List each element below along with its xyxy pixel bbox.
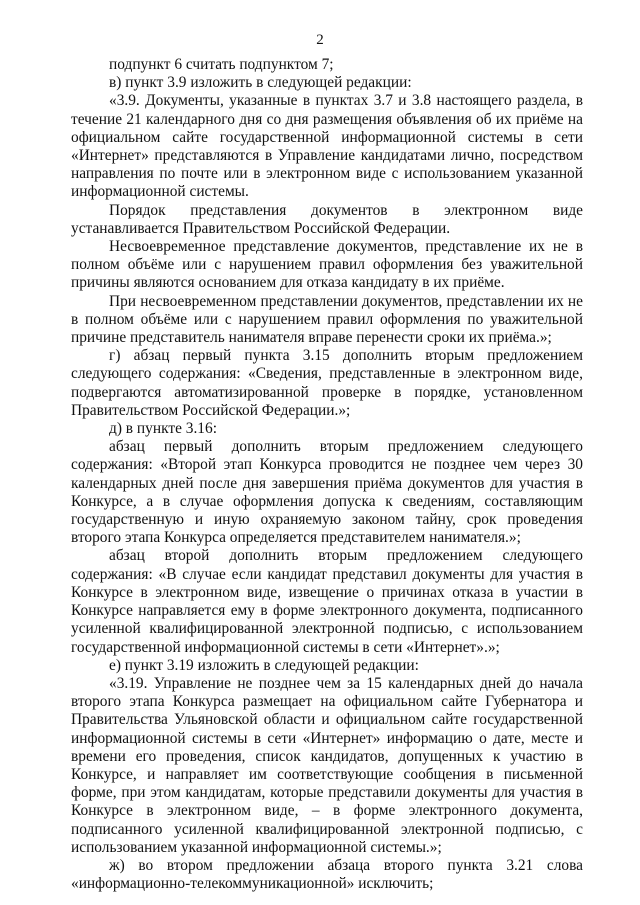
paragraph-item-g: г) абзац первый пункта 3.15 дополнить вторым предложением следующего содержания: «Сведения, представленные в электронном виде, подвергаются автоматизированной проверке в порядке, установленном Правительством Российской Федерации.»; — [71, 347, 583, 419]
paragraph-item-d-intro: д) в пункте 3.16: — [109, 420, 217, 438]
paragraph-late-submission: Несвоевременное представление документов, представление их не в полном объёме или с нарушением правил оформления без уважительной причины являются основанием для отказа кандидату в их приёме. — [71, 238, 583, 292]
paragraph-subpoint-renumber: подпункт 6 считать подпунктом 7; — [109, 56, 334, 73]
paragraph-item-zh: ж) во втором предложении абзаца второго пункта 3.21 слова «информационно-телекоммуникационной» исключить; — [71, 856, 583, 893]
document-body — [71, 56, 583, 893]
page-number: 2 — [316, 32, 324, 48]
paragraph-electronic-procedure: Порядок представления документов в электронном виде устанавливается Правительством Российской Федерации. — [71, 201, 583, 237]
paragraph-clause-3-16-second: абзац второй дополнить вторым предложением следующего содержания: «В случае если кандидат представил документы для участия в Конкурсе в электронном виде, извещение о причинах отказа в участии в Конкурсе направляется ему в форме электронного документа, подписанного усиленной квалифицированной электронной подписью, с использованием государственной информационной системы в сети «Интернет».»; — [71, 547, 583, 656]
paragraph-clause-3-9: «3.9. Документы, указанные в пунктах 3.7 и 3.8 настоящего раздела, в течение 21 календарного дня со дня размещения объявления об их приёме на официальном сайте государственной информационной системы в сети «Интернет» представляются в Управление кандидатами лично, посредством направления по почте или в электронном виде с использованием указанной информационной системы. — [71, 92, 583, 201]
paragraph-valid-reason: При несвоевременном представлении документов, представлении их не в полном объёме или с нарушением правил оформления по уважительной причине представитель нанимателя вправе перенести сроки их приёма.»; — [71, 292, 583, 347]
paragraph-clause-3-19: «3.19. Управление не позднее чем за 15 календарных дней до начала второго этапа Конкурса размещает на официальном сайте Губернатора и Правительства Ульяновской области и официальном сайте государственной информационной системы в сети «Интернет» информацию о дате, месте и времени его проведения, список кандидатов, допущенных к участию в Конкурсе, и направляет им соответствующие сообщения в письменной форме, при этом кандидатам, которые представили документы для участия в Конкурсе в электронном виде, – в форме электронного документа, подписанного усиленной квалифицированной электронной подписью, с использованием указанной информационной системы.»; — [71, 674, 583, 856]
paragraph-item-v-intro: в) пункт 3.9 изложить в следующей редакции: — [109, 74, 412, 92]
paragraph-item-e-intro: е) пункт 3.19 изложить в следующей редакции: — [109, 656, 419, 674]
paragraph-clause-3-16-first: абзац первый дополнить вторым предложением следующего содержания: «Второй этап Конкурса проводится не позднее чем через 30 календарных дней после дня завершения приёма документов для участия в Конкурсе, а в случае оформления допуска к сведениям, составляющим государственную и иную охраняемую законом тайну, срок проведения второго этапа Конкурса определяется представителем нанимателя.»; — [71, 438, 583, 547]
